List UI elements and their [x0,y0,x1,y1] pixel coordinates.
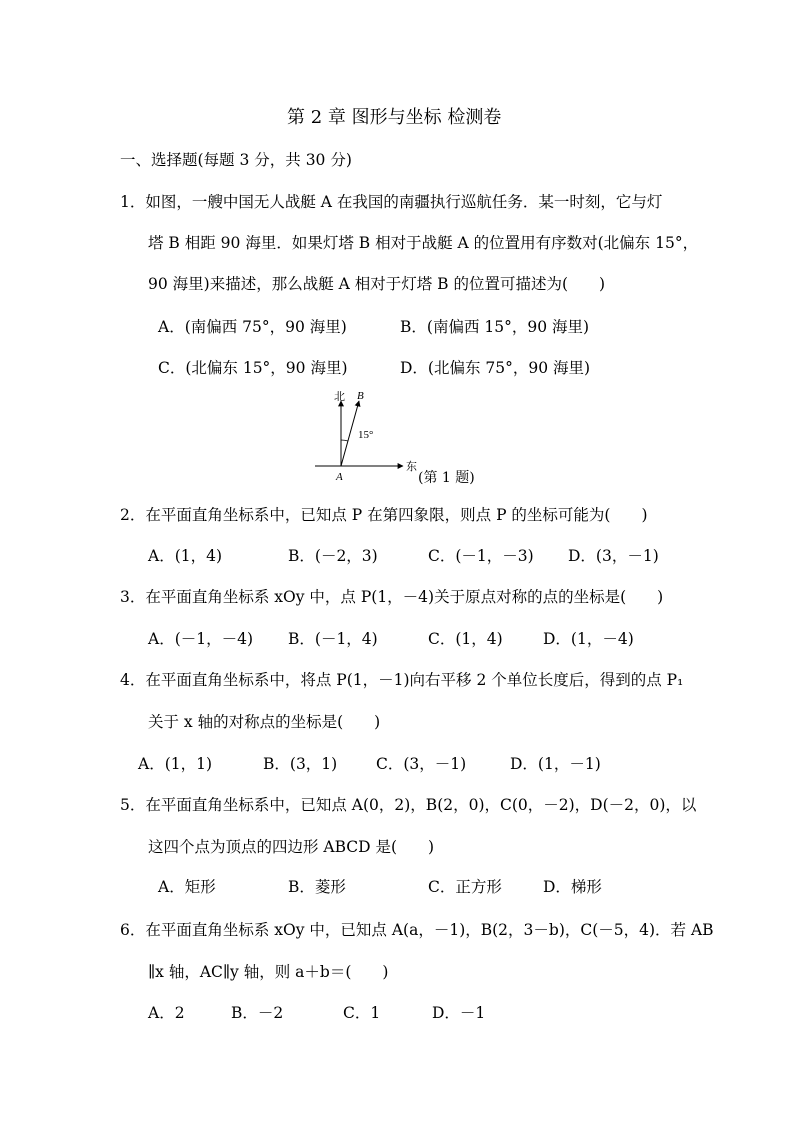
question-1-figure-caption: (第 1 题) [418,470,475,486]
question-3-option-b[interactable]: B．(－1，4) [288,630,378,648]
question-2-line-1: 2．在平面直角坐标系中，已知点 P 在第四象限，则点 P 的坐标可能为( ) [120,506,648,524]
question-5-option-d[interactable]: D．梯形 [543,878,602,896]
question-1-option-c[interactable]: C．(北偏东 15°，90 海里) [158,359,348,377]
question-2-option-d[interactable]: D．(3，－1) [568,547,659,565]
section-heading: 一、选择题(每题 3 分，共 30 分) [120,151,352,169]
question-1-line-3: 90 海里)来描述，那么战艇 A 相对于灯塔 B 的位置可描述为( ) [148,275,606,293]
question-3-option-a[interactable]: A．(－1，－4) [148,630,254,648]
question-5-option-c[interactable]: C．正方形 [428,878,502,896]
east-label: 东 [406,461,417,473]
question-4-option-c[interactable]: C．(3，－1) [376,755,467,773]
question-1-option-b[interactable]: B．(南偏西 15°，90 海里) [400,318,590,336]
question-2-option-b[interactable]: B．(－2，3) [288,547,378,565]
question-1-line-2: 塔 B 相距 90 海里．如果灯塔 B 相对于战艇 A 的位置用有序数对(北偏东 15°， [148,234,699,252]
question-1-line-1: 1．如图，一艘中国无人战艇 A 在我国的南疆执行巡航任务．某一时刻，它与灯 [120,193,663,211]
point-b-label: B [357,390,364,402]
bearing-line [341,401,359,466]
question-3-line-1: 3．在平面直角坐标系 xOy 中，点 P(1，－4)关于原点对称的点的坐标是( ) [120,588,664,606]
question-6-option-a[interactable]: A．2 [148,1004,185,1022]
question-4-option-d[interactable]: D．(1，－1) [510,755,601,773]
question-5-option-b[interactable]: B．菱形 [288,878,346,896]
question-3-option-c[interactable]: C．(1，4) [428,630,503,648]
question-4-option-a[interactable]: A．(1，1) [138,755,213,773]
angle-arc [341,440,348,441]
question-6-option-b[interactable]: B．－2 [231,1004,284,1022]
question-5-option-a[interactable]: A．矩形 [158,878,216,896]
question-6-option-d[interactable]: D．－1 [432,1004,486,1022]
question-4-line-2: 关于 x 轴的对称点的坐标是( ) [148,713,381,731]
question-4-line-1: 4．在平面直角坐标系中，将点 P(1，－1)向右平移 2 个单位长度后，得到的点 P₁ [120,671,684,689]
north-label: 北 [334,391,345,403]
question-1-option-a[interactable]: A．(南偏西 75°，90 海里) [158,318,347,336]
question-6-option-c[interactable]: C．1 [343,1004,381,1022]
question-1-option-d[interactable]: D．(北偏东 75°，90 海里) [400,359,591,377]
question-4-option-b[interactable]: B．(3，1) [263,755,338,773]
question-5-line-2: 这四个点为顶点的四边形 ABCD 是( ) [148,838,435,856]
point-a-label: A [336,471,343,483]
exam-title: 第 2 章 图形与坐标 检测卷 [287,107,502,128]
question-3-option-d[interactable]: D．(1，－4) [543,630,634,648]
angle-label: 15° [358,429,374,441]
question-6-line-1: 6．在平面直角坐标系 xOy 中，已知点 A(a，－1)，B(2，3－b)，C(－5，4)．若 AB [120,921,714,939]
question-5-line-1: 5．在平面直角坐标系中，已知点 A(0，2)，B(2，0)，C(0，－2)，D(－2，0)，以 [120,796,697,814]
question-6-line-2: ∥x 轴，AC∥y 轴，则 a＋b＝( ) [148,963,389,981]
question-2-option-a[interactable]: A．(1，4) [148,547,223,565]
question-2-option-c[interactable]: C．(－1，－3) [428,547,534,565]
